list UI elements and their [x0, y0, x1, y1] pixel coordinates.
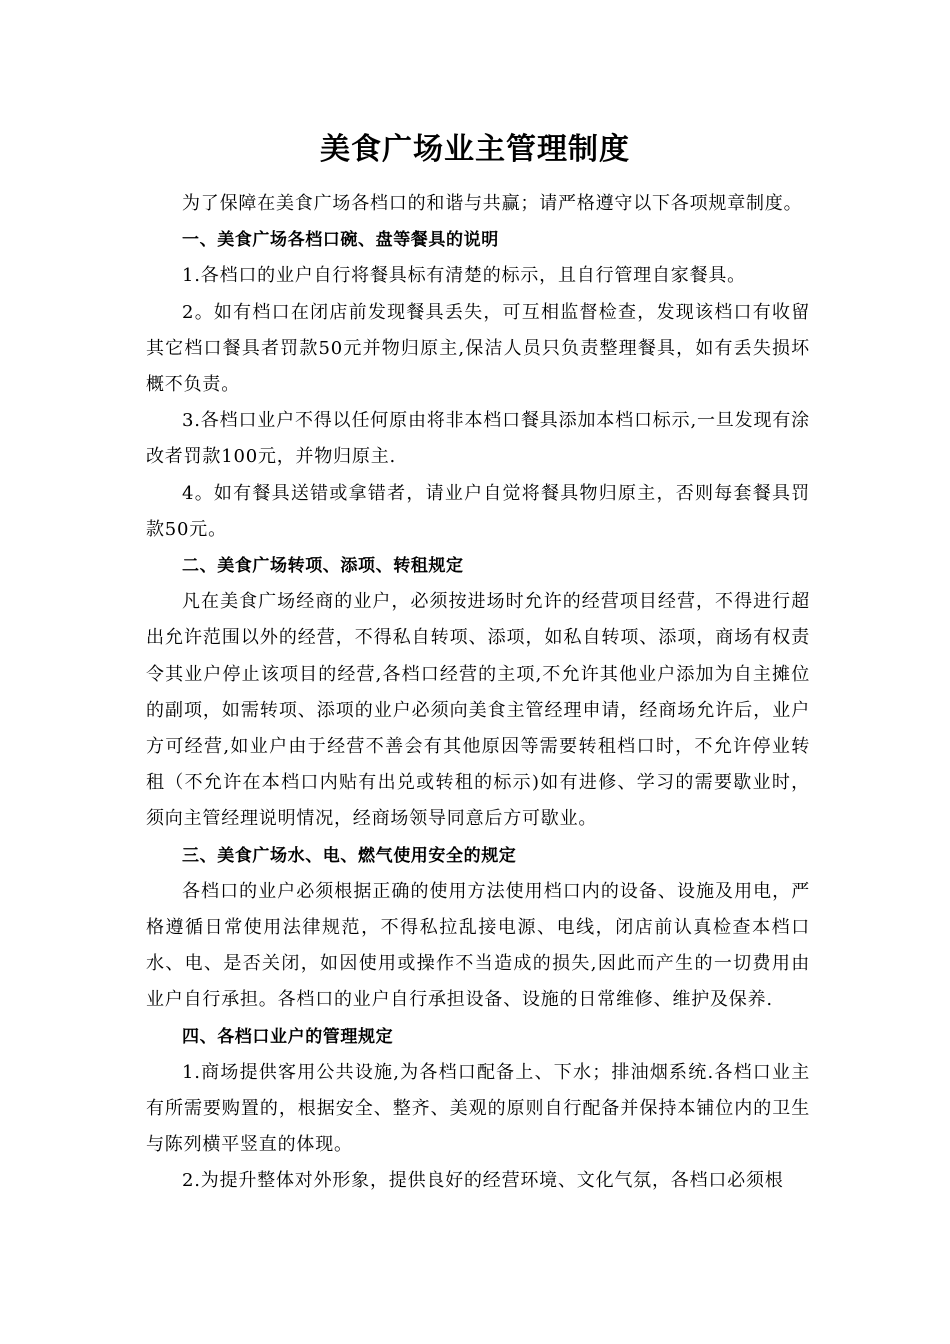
intro-paragraph: 为了保障在美食广场各档口的和谐与共赢；请严格遵守以下各项规章制度。	[182, 193, 803, 214]
section-2-heading: 二、美食广场转项、添项、转租规定	[182, 556, 464, 577]
document-body	[146, 186, 810, 1200]
document-title: 美食广场业主管理制度	[320, 132, 630, 167]
section-3-heading: 三、美食广场水、电、燃气使用安全的规定	[182, 845, 517, 866]
section-4-item-2: 2.为提升整体对外形象，提供良好的经营环境、文化气氛，各档口必须根	[182, 1170, 784, 1192]
section-4-heading: 四、各档口业户的管理规定	[182, 1026, 394, 1047]
section-1-heading: 一、美食广场各档口碗、盘等餐具的说明	[182, 230, 499, 251]
section-3-paragraph: 各档口的业户必须根据正确的使用方法使用档口内的设备、设施及用电，严格遵循日常使用法律规范，不得私拉乱接电源、电线，闭店前认真检查本档口水、电、是否关闭，如因使用或操作不当造成的损失,因此而产生的一切费用由业户自行承担。各档口的业户自行承担设备、设施的日常维修、维护及保养.	[146, 880, 810, 1011]
section-1-item-3: 3.各档口业户不得以任何原由将非本档口餐具添加本档口标示,一旦发现有涂改者罚款100元，并物归原主.	[146, 410, 810, 468]
section-1-item-4: 4。如有餐具送错或拿错者，请业户自觉将餐具物归原主，否则每套餐具罚款50元。	[146, 482, 810, 540]
section-4-item-1: 1.商场提供客用公共设施,为各档口配备上、下水；排油烟系统.各档口业主有所需要购置的，根据安全、整齐、美观的原则自行配备并保持本铺位内的卫生与陈列横平竖直的体现。	[146, 1061, 810, 1156]
section-1-item-2: 2。如有档口在闭店前发现餐具丢失，可互相监督检查，发现该档口有收留其它档口餐具者罚款50元并物归原主,保洁人员只负责整理餐具，如有丢失损坏概不负责。	[146, 301, 810, 396]
section-2-paragraph: 凡在美食广场经商的业户，必须按进场时允许的经营项目经营，不得进行超出允许范围以外的经营，不得私自转项、添项，如私自转项、添项，商场有权责令其业户停止该项目的经营,各档口经营的主项,不允许其他业户添加为自主摊位的副项，如需转项、添项的业户必须向美食主管经理申请，经商场允许后，业户方可经营,如业户由于经营不善会有其他原因等需要转租档口时，不允许停业转租（不允许在本档口内贴有出兑或转租的标示)如有进修、学习的需要歇业时，须向主管经理说明情况，经商场领导同意后方可歇业。	[146, 591, 810, 830]
section-1-item-1: 1.各档口的业户自行将餐具标有清楚的标示，且自行管理自家餐具。	[182, 265, 746, 287]
